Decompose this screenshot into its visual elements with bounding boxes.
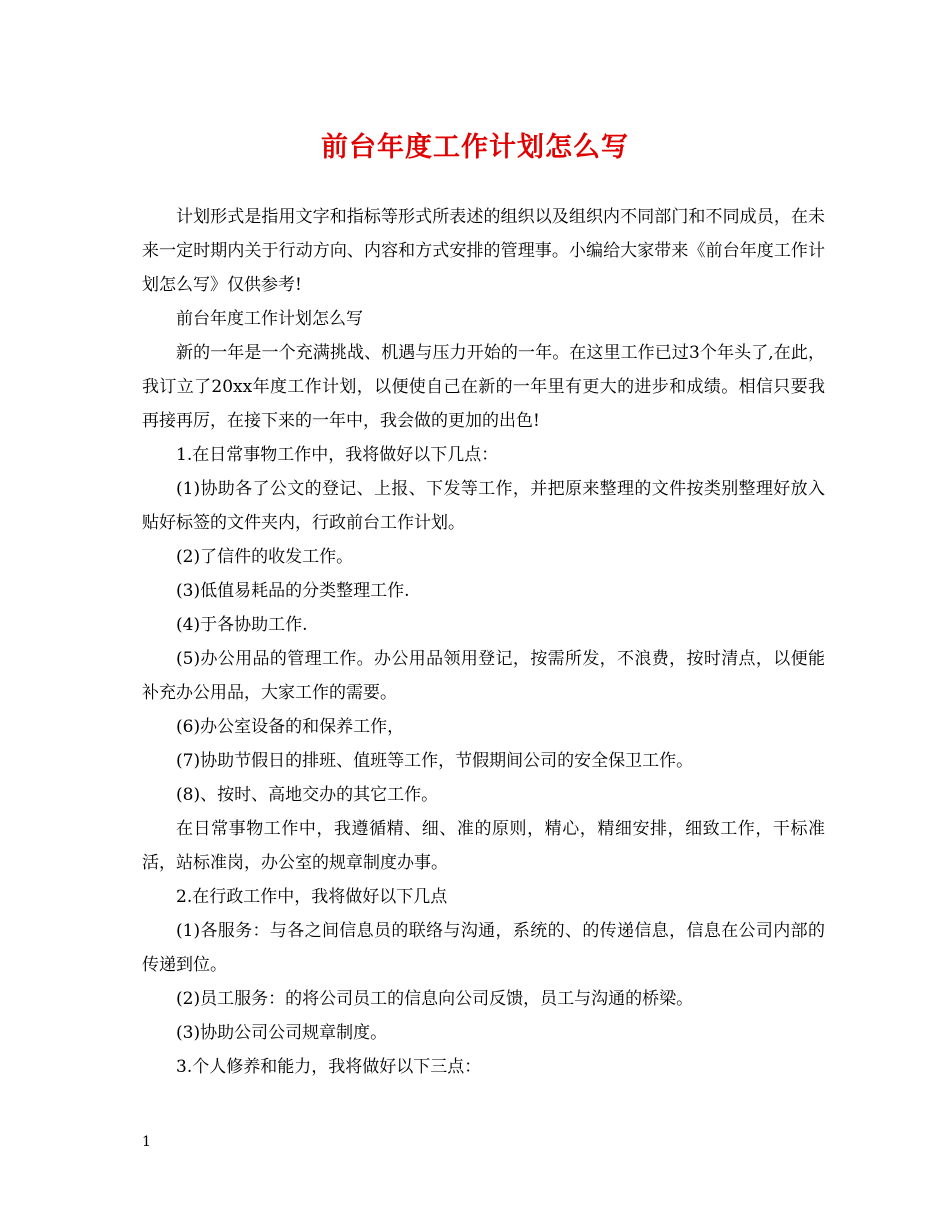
list-item: (7)协助节假日的排班、值班等工作，节假期间公司的安全保卫工作。 [176, 751, 694, 771]
page-title: 前台年度工作计划怎么写 [321, 132, 629, 163]
list-item: (5)办公用品的管理工作。办公用品领用登记，按需所发，不浪费，按时清点，以便能补充办公用品，大家工作的需要。 [142, 649, 825, 703]
section-heading-1: 1.在日常事物工作中，我将做好以下几点： [176, 445, 499, 465]
paragraph-opening: 新的一年是一个充满挑战、机遇与压力开始的一年。在这里工作已过3个年头了,在此，我订立了20xx年度工作计划，以便使自己在新的一年里有更大的进步和成绩。相信只要我再接再厉，在接下来的一年中，我会做的更加的出色! [142, 343, 825, 431]
list-item: (8)、按时、高地交办的其它工作。 [176, 785, 439, 805]
list-item: (3)协助公司公司规章制度。 [176, 1023, 388, 1043]
list-item: (2)了信件的收发工作。 [176, 547, 354, 567]
list-item: (6)办公室设备的和保养工作， [176, 717, 405, 737]
section-heading-2: 2.在行政工作中，我将做好以下几点 [176, 887, 448, 907]
paragraph-subtitle: 前台年度工作计划怎么写 [176, 309, 363, 329]
list-item: (3)低值易耗品的分类整理工作. [176, 581, 410, 601]
list-item: (1)各服务：与各之间信息员的联络与沟通，系统的、的传递信息，信息在公司内部的传递到位。 [142, 921, 825, 975]
document-body [142, 200, 825, 1084]
list-item: (2)员工服务：的将公司员工的信息向公司反馈，员工与沟通的桥梁。 [176, 989, 694, 1009]
list-item: (4)于各协助工作. [176, 615, 308, 635]
paragraph-summary: 在日常事物工作中，我遵循精、细、准的原则，精心，精细安排，细致工作，干标准活，站标准岗，办公室的规章制度办事。 [142, 819, 825, 873]
section-heading-3: 3.个人修养和能力，我将做好以下三点： [176, 1057, 482, 1077]
page-number: 1 [142, 1134, 151, 1150]
list-item: (1)协助各了公文的登记、上报、下发等工作，并把原来整理的文件按类别整理好放入贴好标签的文件夹内，行政前台工作计划。 [142, 479, 825, 533]
paragraph-intro: 计划形式是指用文字和指标等形式所表述的组织以及组织内不同部门和不同成员，在未来一定时期内关于行动方向、内容和方式安排的管理事。小编给大家带来《前台年度工作计划怎么写》仅供参考! [142, 207, 825, 295]
